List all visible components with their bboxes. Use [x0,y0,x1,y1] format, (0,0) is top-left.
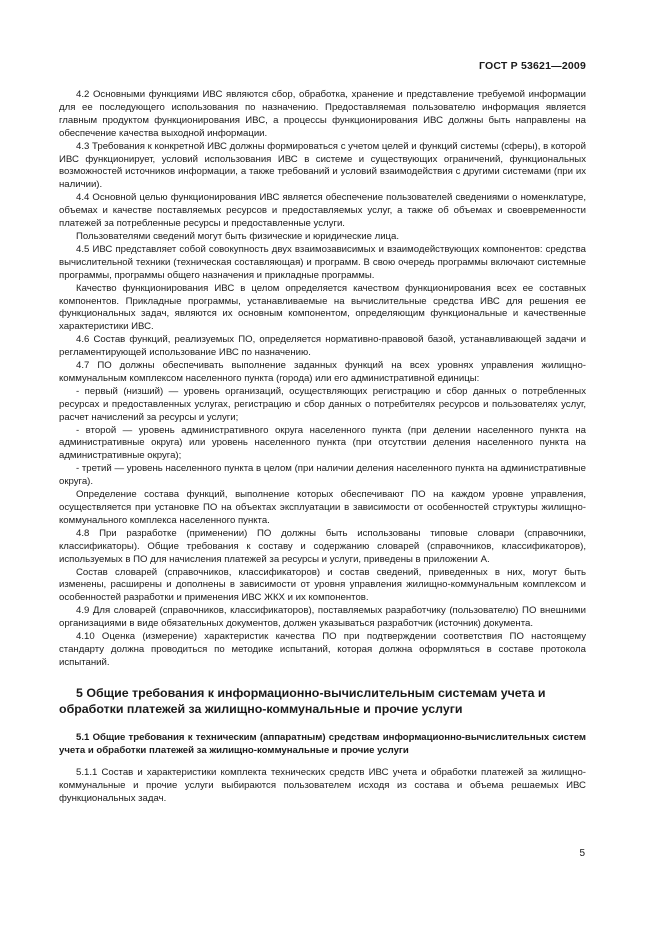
list-item-level-1: - первый (низший) — уровень организаций, осуществляющих регистрацию и сбор данных о потребленных ресурсах и предоставленных услугах, регистрацию и сбор данных о потребителях ресурсов и пользователях услуг, расчет начислений за ресурсы и услуги; [59,385,586,423]
list-item-level-2: - второй — уровень административного округа населенного пункта (при делении населенного пункта на административные округа) или уровень населенного пункта (при отсутствии деления населенного пункта на административные округа); [59,424,586,462]
paragraph-functions-definition: Определение состава функций, выполнение которых обеспечивают ПО на каждом уровне управления, осуществляется при установке ПО на объектах эксплуатации в зависимости от особенностей структуры жилищно-коммунального комплекса населенного пункта. [59,489,586,526]
list-item-level-3: - третий — уровень населенного пункта в целом (при наличии деления населенного пункта на административные округа). [59,463,586,488]
paragraph-4-4: 4.4 Основной целью функционирования ИВС является обеспечение пользователей сведениями о номенклатуре, объемах и качестве поставляемых ресурсов и предоставляемых услуг, а также об объемах и своевременности платежей за потребленные ресурсы и предоставленные услуги. [59,192,586,230]
paragraph-4-10: 4.10 Оценка (измерение) характеристик качества ПО при подтверждении соответствия ПО настоящему стандарту должна проводиться по методике испытаний, которая должна оформляться в составе протокола испытаний. [59,631,586,668]
paragraph-users: Пользователями сведений могут быть физические и юридические лица. [76,230,400,242]
document-body [59,89,586,806]
paragraph-4-8: 4.8 При разработке (применении) ПО должны быть использованы типовые словари (справочники, классификаторы). Общие требования к составу и содержанию словарей (справочников, классификаторов), используемых в ПО для начисления платежей за ресурсы и услуги, приведены в приложении А. [59,527,586,565]
document-id-header: ГОСТ Р 53621—2009 [478,60,586,72]
section-5-title: 5 Общие требования к информационно-вычислительным системам учета и обработки платежей за жилищно-коммунальные и прочие услуги [59,685,546,716]
paragraph-dictionaries: Состав словарей (справочников, классификаторов) и состав сведений, приведенных в них, могут быть изменены, расширены и дополнены в зависимости от уровня управления жилищно-коммунальным комплексом и особенностей разработки и применения ИВС ЖКХ и их компонентов. [59,566,586,604]
subsection-5-1-title: 5.1 Общие требования к техническим (аппаратным) средствам информационно-вычислительных систем учета и обработки платежей за жилищно-коммунальные и прочие услуги [59,731,586,756]
paragraph-quality: Качество функционирования ИВС в целом определяется качеством функционирования всех ее составных компонентов. Прикладные программы, устанавливаемые на вычислительные средства ИВС для решения ее функциональных задач, являются их основным компонентом, определяющим функциональные и качественные характеристики ИВС. [59,282,586,333]
paragraph-4-3: 4.3 Требования к конкретной ИВС должны формироваться с учетом целей и функций системы (сферы), в которой ИВС функционирует, условий использования ИВС в системе и существующих ограничений, функциональных возможностей источников информации, а также требований и условий взаимодействия с другими системами (при их наличии). [59,140,586,191]
paragraph-4-2: 4.2 Основными функциями ИВС являются сбор, обработка, хранение и представление требуемой информации для ее последующего использования по назначению. Предоставляемая пользователю информация является главным продуктом функционирования ИВС, а процессы функционирования ИВС должны быть направлены на обеспечение качества выходной информации. [59,89,586,139]
paragraph-4-9: 4.9 Для словарей (справочников, классификаторов), поставляемых разработчику (пользователю) ПО внешними организациями в виде обязательных документов, должен указываться разработчик (источник) документа. [59,605,586,630]
paragraph-4-7: 4.7 ПО должны обеспечивать выполнение заданных функций на всех уровнях управления жилищно-коммунальным комплексом населенного пункта (города) или его административной единицы: [59,360,586,384]
page-number: 5 [579,848,585,859]
paragraph-4-5: 4.5 ИВС представляет собой совокупность двух взаимозависимых и взаимодействующих компонентов: средства вычислительной техники (техническая составляющая) и программ. В свою очередь программы включают системные программы, программы общего назначения и прикладные программы. [59,243,586,281]
paragraph-5-1-1: 5.1.1 Состав и характеристики комплекта технических средств ИВС учета и обработки платежей за жилищно-коммунальные и прочие услуги выбираются пользователем исходя из состава и объема решаемых ИВС функциональных задач. [59,766,586,804]
paragraph-4-6: 4.6 Состав функций, реализуемых ПО, определяется нормативно-правовой базой, устанавливающей задачи и регламентирующей использование ИВС по назначению. [59,334,586,359]
